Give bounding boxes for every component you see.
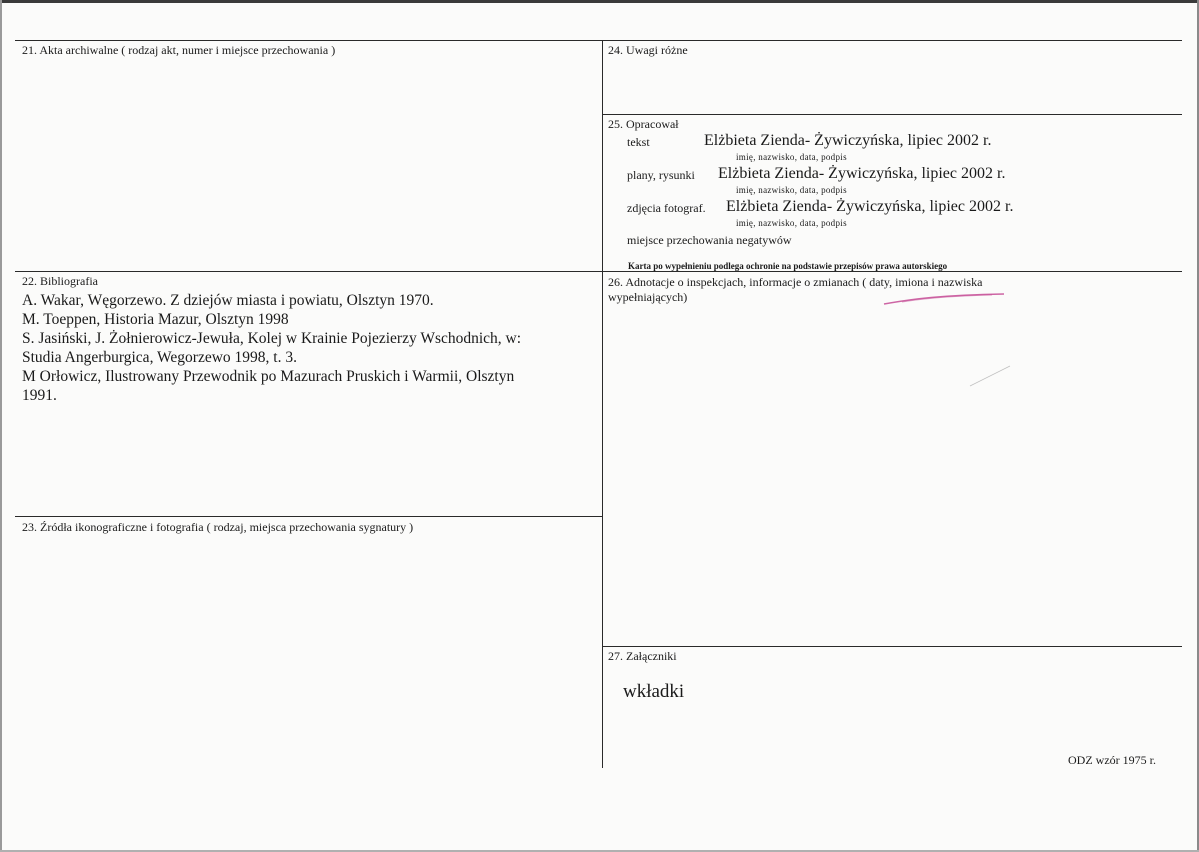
rule-top	[15, 40, 1182, 41]
bibliography-item: A. Wakar, Węgorzewo. Z dziejów miasta i powiatu, Olsztyn 1970.	[22, 292, 434, 309]
rule-s26-s27	[602, 646, 1182, 647]
bibliography-item: S. Jasiński, J. Żołnierowicz-Jewuła, Kolej w Krainie Pojezierzy Wschodnich, w:	[22, 330, 522, 347]
bibliography-item: Studia Angerburgica, Wegorzewo 1998, t. 3.	[22, 349, 297, 366]
negatives-location-label: miejsce przechowania negatywów	[627, 233, 792, 247]
author-plans-caption: imię, nazwisko, data, podpis	[736, 185, 847, 195]
author-photos-value: Elżbieta Zienda- Żywiczyńska, lipiec 2002 r.	[726, 198, 1014, 215]
rule-s22-s23	[15, 516, 602, 517]
section-26-label-line1: 26. Adnotacje o inspekcjach, informacje o zmianach ( daty, imiona i nazwiska	[608, 275, 983, 289]
section-26-label-line2: wypełniających)	[608, 290, 688, 304]
section-25-label: 25. Opracował	[608, 117, 679, 131]
faint-pencil-mark	[968, 364, 1012, 388]
author-text-caption: imię, nazwisko, data, podpis	[736, 152, 847, 162]
section-23-label: 23. Źródła ikonograficzne i fotografia ( rodzaj, miejsca przechowania sygnatury )	[22, 520, 414, 534]
section-27-label: 27. Załączniki	[608, 649, 677, 663]
author-text-value: Elżbieta Zienda- Żywiczyńska, lipiec 2002 r.	[704, 132, 992, 149]
author-plans-value: Elżbieta Zienda- Żywiczyńska, lipiec 2002 r.	[718, 165, 1006, 182]
section-24-label: 24. Uwagi różne	[608, 43, 688, 57]
author-plans-label: plany, rysunki	[627, 168, 695, 182]
section-22-label: 22. Bibliografia	[22, 274, 98, 288]
author-photos-label: zdjęcia fotograf.	[627, 201, 706, 215]
pink-stamp-mark	[882, 290, 1006, 306]
attachments-value: wkładki	[623, 681, 685, 702]
form-version-footer: ODZ wzór 1975 r.	[1068, 753, 1156, 767]
copyright-note: Karta po wypełnieniu podlega ochronie na podstawie przepisów prawa autorskiego	[628, 261, 948, 271]
bibliography-item: 1991.	[22, 387, 57, 404]
rule-center	[602, 40, 603, 768]
rule-s25-s26-right	[602, 271, 1182, 272]
bibliography-item: M. Toeppen, Historia Mazur, Olsztyn 1998	[22, 311, 289, 328]
rule-s24-s25	[602, 114, 1182, 115]
section-21-label: 21. Akta archiwalne ( rodzaj akt, numer i miejsce przechowania )	[22, 43, 336, 57]
bibliography-list	[22, 291, 521, 405]
bibliography-item: M Orłowicz, Ilustrowany Przewodnik po Mazurach Pruskich i Warmii, Olsztyn	[22, 368, 515, 385]
page-edge-top	[0, 0, 1199, 3]
author-photos-caption: imię, nazwisko, data, podpis	[736, 218, 847, 228]
page-edge-left	[0, 0, 2, 852]
rule-s21-s22-left	[15, 271, 602, 272]
author-text-label: tekst	[627, 135, 650, 149]
